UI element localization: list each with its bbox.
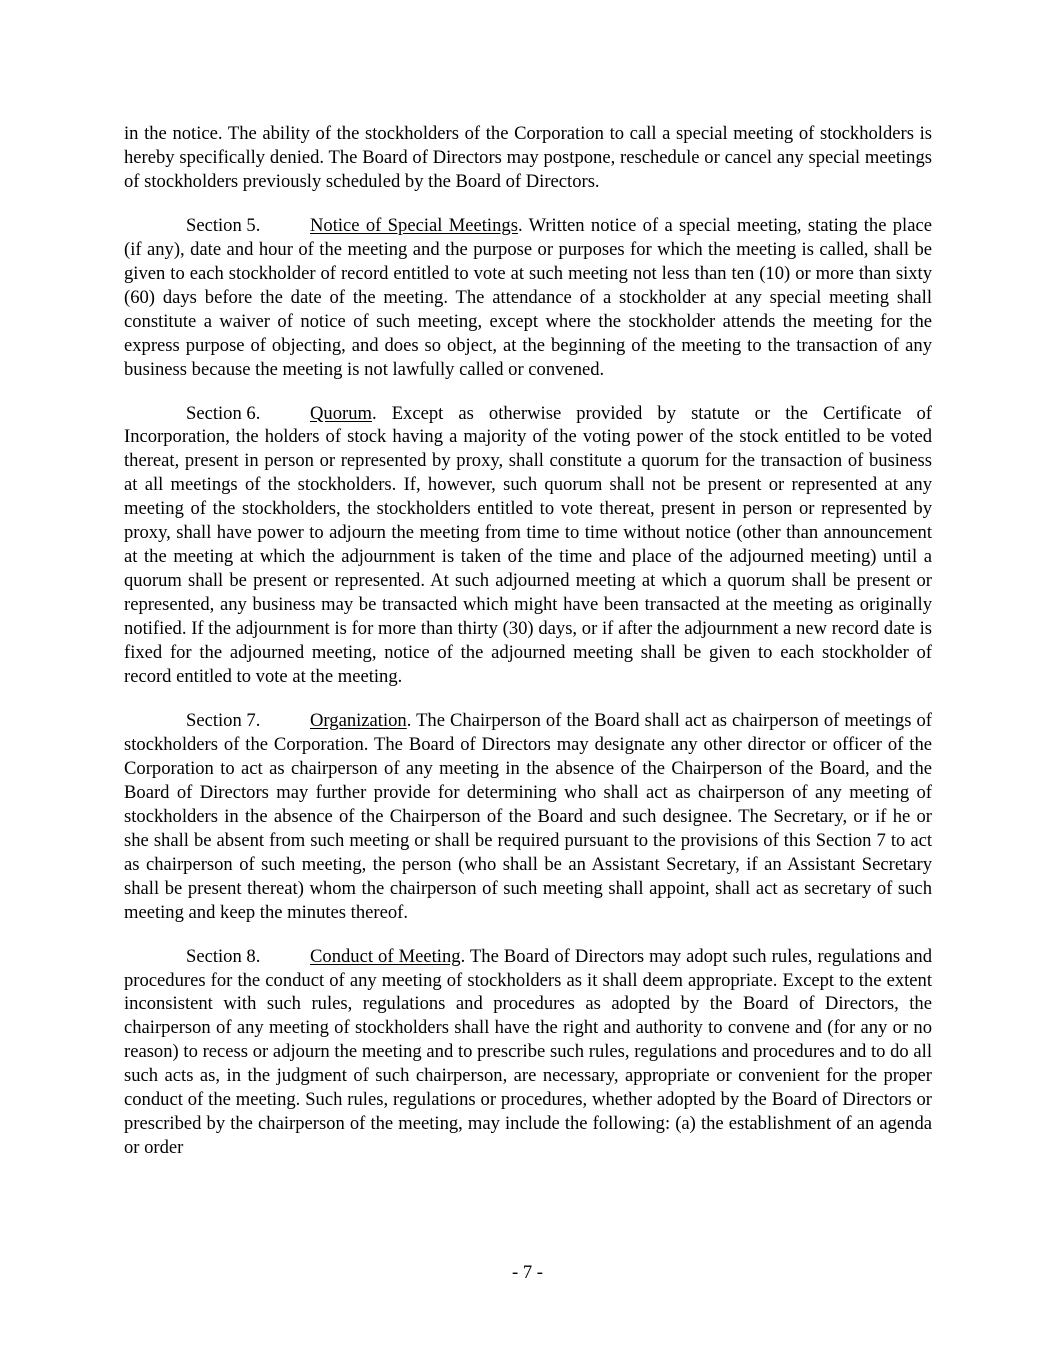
section-8-paragraph [124, 945, 932, 1161]
section-7-heading: Organization [310, 709, 407, 731]
document-page [124, 122, 932, 1180]
section-5-heading: Notice of Special Meetings [310, 214, 518, 236]
section-8-body: . The Board of Directors may adopt such rules, regulations and procedures for the conduct of any meeting of stockholders as it shall deem appropriate. Except to the extent inconsistent with such rules, regulations and procedures as adopted by the Board of Directors, the chairperson of any meeting of stockholders shall have the right and authority to convene and (for any or no reason) to recess or adjourn the meeting and to prescribe such rules, regulations and procedures and to do all such acts as, in the judgment of such chairperson, are necessary, appropriate or convenient for the proper conduct of the meeting. Such rules, regulations or procedures, whether adopted by the Board of Directors or prescribed by the chairperson of the meeting, may include the following: (a) the establishment of an agenda or order [124, 945, 932, 1159]
page-number: - 7 - [512, 1262, 543, 1283]
section-7-body: . The Chairperson of the Board shall act as chairperson of meetings of stockholders of the Corporation. The Board of Directors may designate any other director or officer of the Corporation to act as chairperson of any meeting in the absence of the Chairperson of the Board, and the Board of Directors may further provide for determining who shall act as chairperson of any meeting of stockholders in the absence of the Chairperson of the Board and such designee. The Secretary, or if he or she shall be absent from such meeting or shall be required pursuant to the provisions of this Section 7 to act as chairperson of such meeting, the person (who shall be an Assistant Secretary, if an Assistant Secretary shall be present thereat) whom the chairperson of such meeting shall appoint, shall act as secretary of such meeting and keep the minutes thereof. [124, 709, 932, 923]
section-5-label: Section 5. [186, 214, 261, 236]
section-5-paragraph [124, 214, 932, 382]
section-8-heading: Conduct of Meeting [310, 945, 461, 967]
section-6-paragraph [124, 402, 932, 689]
section-8-label: Section 8. [186, 945, 261, 967]
section-5-body: . Written notice of a special meeting, stating the place (if any), date and hour of the meeting and the purpose or purposes for which the meeting is called, shall be given to each stockholder of record entitled to vote at such meeting not less than ten (10) or more than sixty (60) days before the date of the meeting. The attendance of a stockholder at any special meeting shall constitute a waiver of notice of such meeting, except where the stockholder attends the meeting for the express purpose of objecting, and does so object, at the beginning of the meeting to the transaction of any business because the meeting is not lawfully called or convened. [124, 214, 932, 380]
section-7-paragraph [124, 709, 932, 925]
intro-paragraph: in the notice. The ability of the stockholders of the Corporation to call a special meeting of stockholders is hereby specifically denied. The Board of Directors may postpone, reschedule or cancel any special meetings of stockholders previously scheduled by the Board of Directors. [124, 123, 932, 192]
section-7-label: Section 7. [186, 709, 261, 731]
section-6-body: . Except as otherwise provided by statute or the Certificate of Incorporation, the holders of stock having a majority of the voting power of the stock entitled to be voted thereat, present in person or represented by proxy, shall constitute a quorum for the transaction of business at all meetings of the stockholders. If, however, such quorum shall not be present or represented at any meeting of the stockholders, the stockholders entitled to vote thereat, present in person or represented by proxy, shall have power to adjourn the meeting from time to time without notice (other than announcement at the meeting at which the adjournment is taken of the time and place of the adjourned meeting) until a quorum shall be present or represented. At such adjourned meeting at which a quorum shall be present or represented, any business may be transacted which might have been transacted at the meeting as originally notified. If the adjournment is for more than thirty (30) days, or if after the adjournment a new record date is fixed for the adjourned meeting, notice of the adjourned meeting shall be given to each stockholder of record entitled to vote at the meeting. [124, 402, 932, 688]
section-6-heading: Quorum [310, 402, 372, 424]
section-6-label: Section 6. [186, 402, 261, 424]
